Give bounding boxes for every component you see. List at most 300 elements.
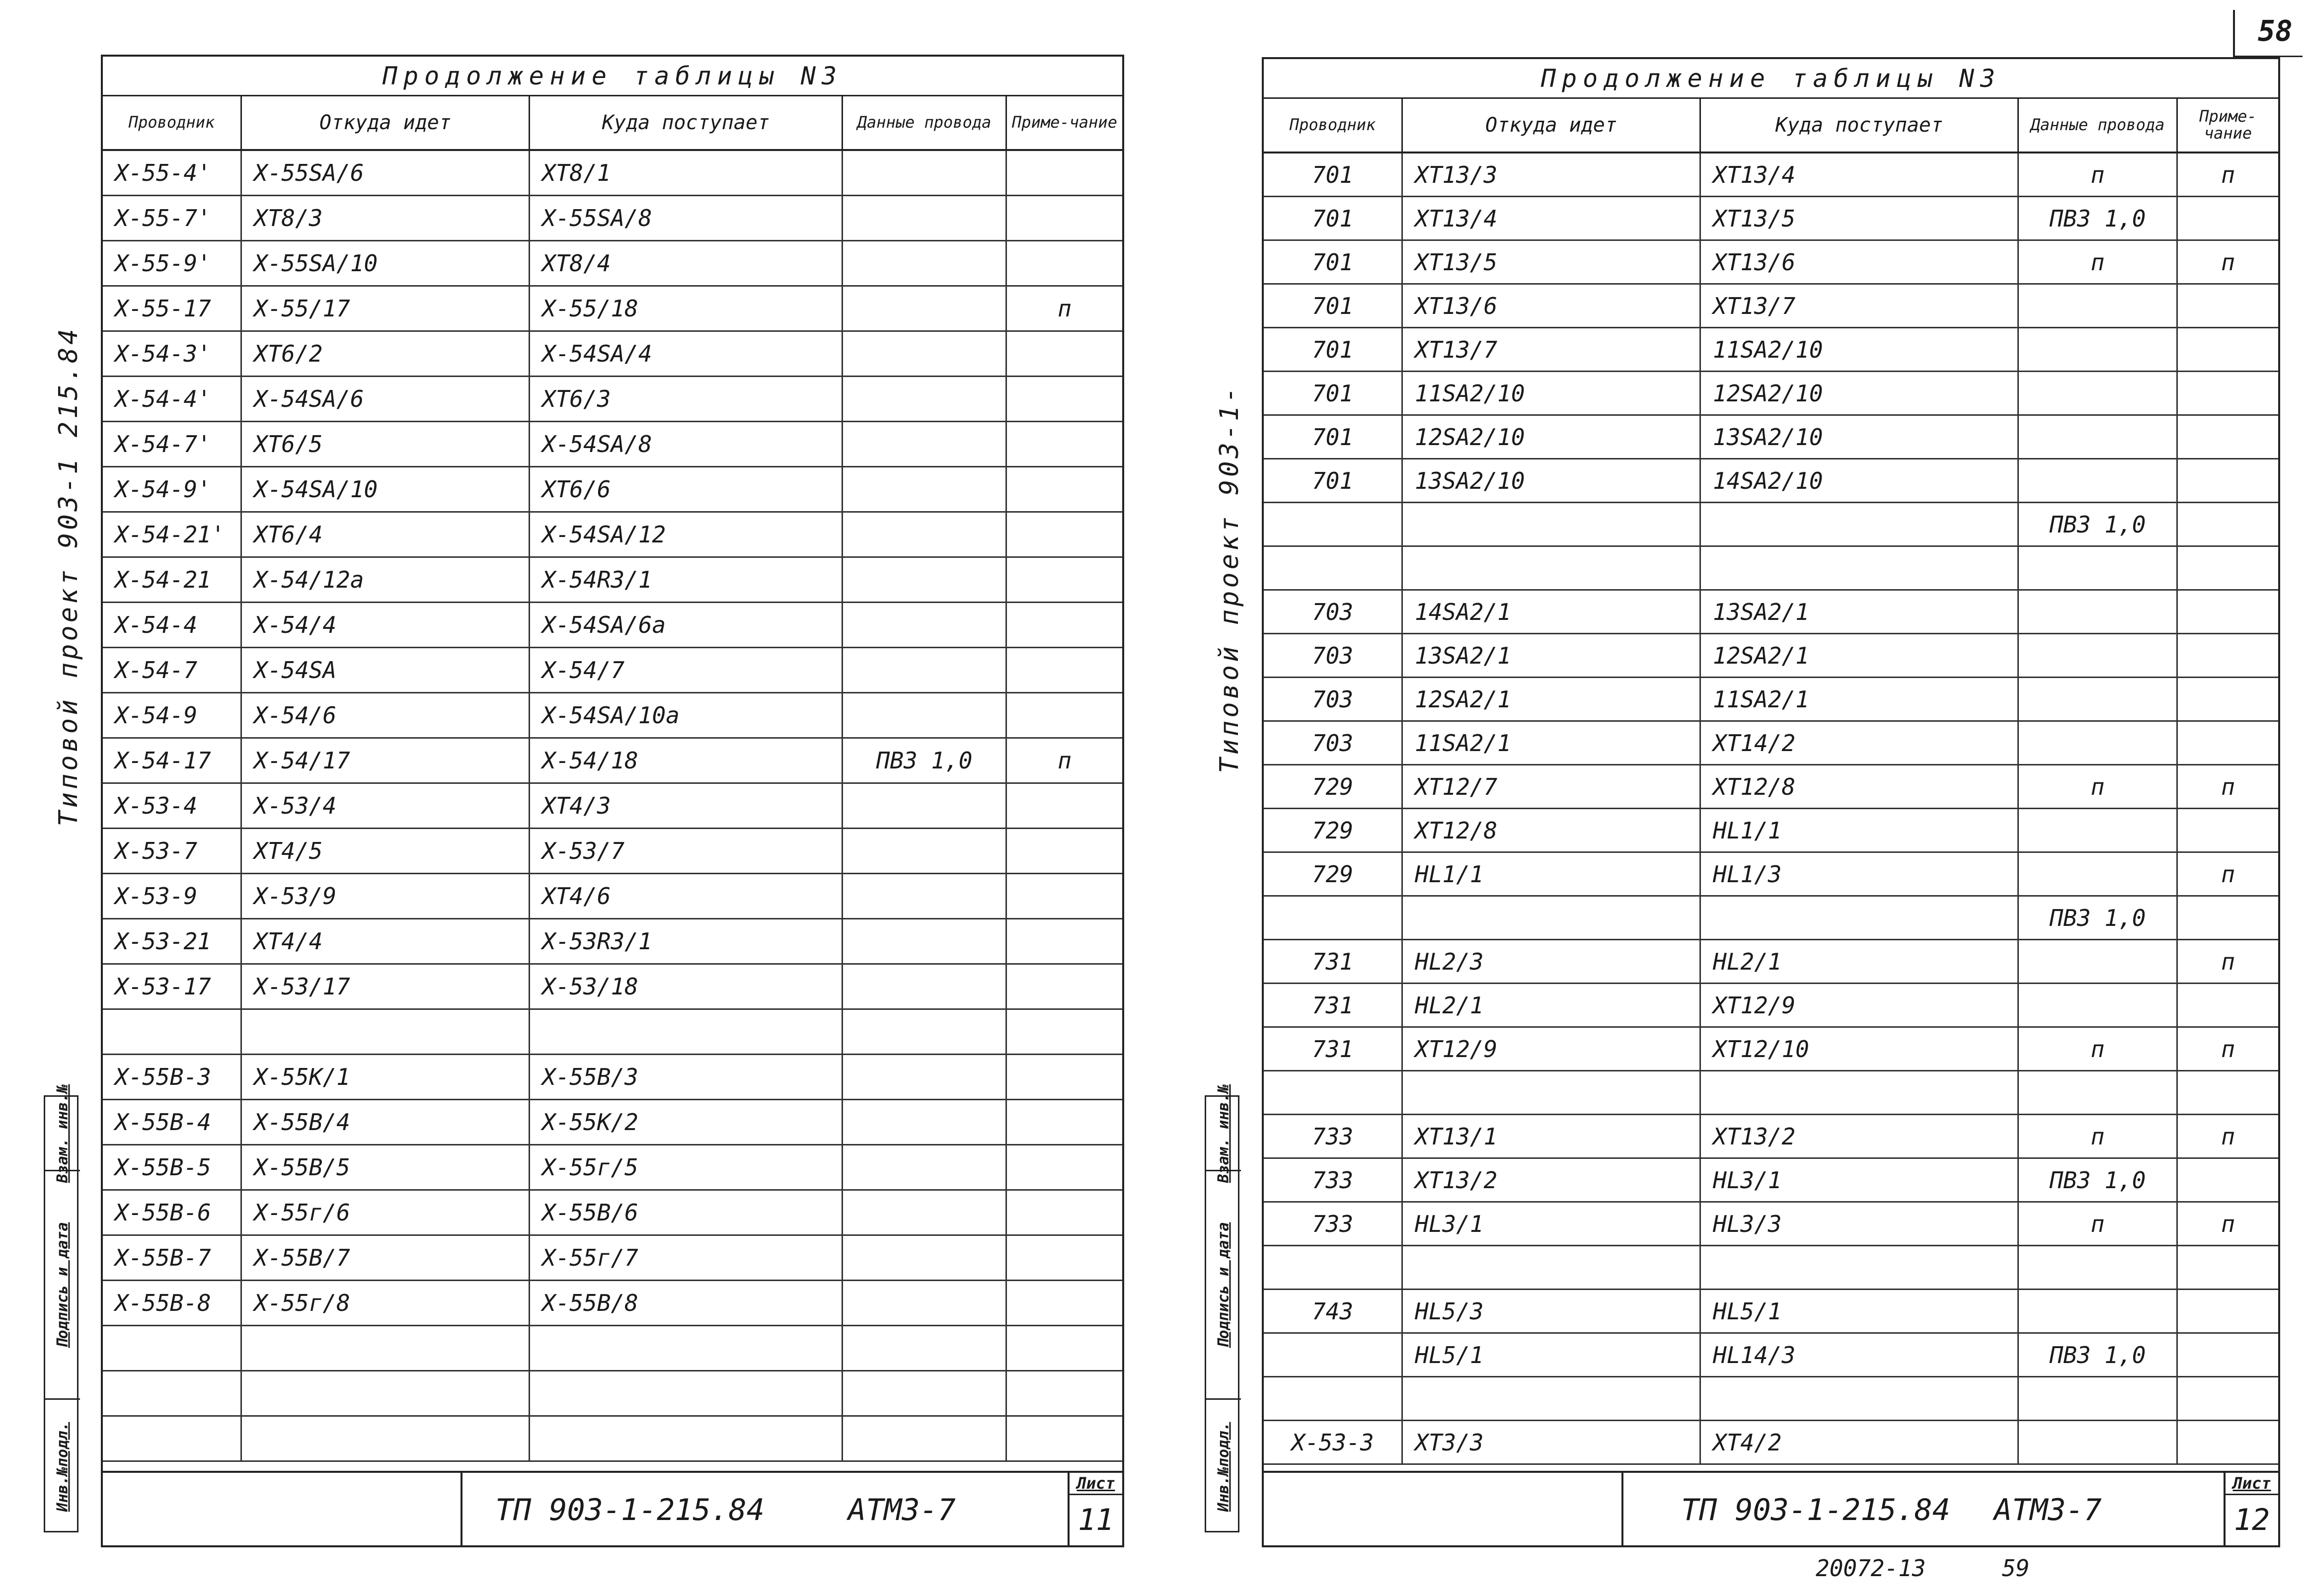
table-row xyxy=(1264,1159,2278,1203)
from-cell: X-53/4 xyxy=(242,784,530,828)
table-row xyxy=(1264,1421,2278,1465)
to-cell xyxy=(1701,503,2019,545)
from-cell: X-53/9 xyxy=(242,874,530,918)
wire-data-cell xyxy=(843,1326,1007,1370)
to-cell: XT6/6 xyxy=(530,467,843,511)
table-row xyxy=(1264,503,2278,547)
note-cell xyxy=(1007,648,1122,692)
table-row xyxy=(1264,722,2278,765)
note-cell xyxy=(2178,197,2278,239)
from-cell: XT6/5 xyxy=(242,422,530,466)
note-cell xyxy=(1007,965,1122,1008)
conductor-cell: 731 xyxy=(1264,984,1403,1026)
to-cell xyxy=(1701,1246,2019,1289)
wire-data-cell xyxy=(843,1100,1007,1144)
wire-data-cell: п xyxy=(2019,241,2178,283)
wire-data-cell xyxy=(843,467,1007,511)
to-cell: HL5/1 xyxy=(1701,1290,2019,1332)
note-cell xyxy=(2178,459,2278,502)
note-cell: п xyxy=(2221,1210,2235,1237)
note-cell xyxy=(2178,328,2278,371)
to-cell: X-55SA/8 xyxy=(530,196,843,240)
conductor-cell: X-55В-5 xyxy=(103,1145,242,1189)
note-cell xyxy=(2178,591,2278,633)
stamp-podpis xyxy=(45,1171,80,1400)
to-cell: XT8/1 xyxy=(530,151,843,195)
stamp-inv-text: Инв.№подл. xyxy=(1215,1422,1232,1512)
note-cell xyxy=(2178,503,2278,545)
from-cell: XT4/5 xyxy=(242,829,530,873)
conductor-cell: X-54-9' xyxy=(103,467,242,511)
wire-data-cell: ПВЗ 1,0 xyxy=(843,739,1007,782)
table-row xyxy=(1264,1377,2278,1421)
from-cell: 13SA2/10 xyxy=(1403,459,1701,502)
to-cell: X-54SA/6а xyxy=(530,603,843,647)
table-row xyxy=(103,919,1122,965)
table-row xyxy=(1264,197,2278,241)
to-cell: X-55К/2 xyxy=(530,1100,843,1144)
table-row xyxy=(1264,459,2278,503)
conductor-cell: 701 xyxy=(1264,241,1403,283)
from-cell: HL3/1 xyxy=(1403,1203,1701,1245)
table-row xyxy=(103,693,1122,739)
conductor-cell: X-54-4 xyxy=(103,603,242,647)
from-cell: X-55/17 xyxy=(242,287,530,330)
to-cell: XT6/3 xyxy=(530,377,843,421)
sheet-label: Лист xyxy=(2226,1474,2278,1495)
from-cell: X-55SA/10 xyxy=(242,241,530,285)
to-cell: X-54/7 xyxy=(530,648,843,692)
table-title: Продолжение таблицы N3 xyxy=(1264,59,2278,99)
stamp-podpis-text: Подпись и дата xyxy=(1215,1222,1232,1348)
note-cell xyxy=(2178,1071,2278,1114)
side-label xyxy=(39,65,98,1088)
note-cell xyxy=(1007,1010,1122,1054)
note-cell xyxy=(1007,693,1122,737)
from-cell: XT13/2 xyxy=(1403,1159,1701,1201)
stamp-inv xyxy=(45,1400,80,1534)
to-cell: XT14/2 xyxy=(1701,722,2019,764)
to-cell xyxy=(1701,1071,2019,1114)
from-cell: XT13/3 xyxy=(1403,153,1701,196)
note-cell xyxy=(1007,919,1122,963)
wire-data-cell xyxy=(843,874,1007,918)
wire-data-cell xyxy=(2019,853,2178,895)
wire-data-cell xyxy=(843,829,1007,873)
table-row xyxy=(103,965,1122,1010)
to-cell: XT12/8 xyxy=(1701,765,2019,808)
to-cell: X-53/18 xyxy=(530,965,843,1008)
note-cell: п xyxy=(2221,860,2235,888)
from-cell: X-54/4 xyxy=(242,603,530,647)
to-cell: X-54R3/1 xyxy=(530,558,843,602)
conductor-cell: 729 xyxy=(1264,853,1403,895)
conductor-cell: X-54-17 xyxy=(103,739,242,782)
table-row xyxy=(103,241,1122,287)
side-label-text: Типовой проект 903-1 215.84 xyxy=(54,326,83,827)
sheet-label: Лист xyxy=(1070,1474,1122,1495)
from-cell xyxy=(1403,897,1701,939)
table-row xyxy=(103,648,1122,693)
to-cell: HL3/1 xyxy=(1701,1159,2019,1201)
to-cell: XT13/6 xyxy=(1701,241,2019,283)
col-header: Приме-чание xyxy=(2199,107,2257,143)
note-cell xyxy=(1007,558,1122,602)
from-cell: XT13/1 xyxy=(1403,1115,1701,1157)
conductor-cell: 731 xyxy=(1264,1028,1403,1070)
to-cell: X-55В/3 xyxy=(530,1055,843,1099)
conductor-cell: 733 xyxy=(1264,1115,1403,1157)
from-cell: X-53/17 xyxy=(242,965,530,1008)
conductor-cell: X-55В-4 xyxy=(103,1100,242,1144)
to-cell xyxy=(530,1326,843,1370)
table-row xyxy=(1264,634,2278,678)
from-cell: 12SA2/10 xyxy=(1403,416,1701,458)
table-row xyxy=(103,874,1122,919)
from-cell: XT13/6 xyxy=(1403,285,1701,327)
note-cell xyxy=(2178,1159,2278,1201)
to-cell: X-55г/7 xyxy=(530,1236,843,1280)
table-row xyxy=(1264,809,2278,853)
table-row xyxy=(103,603,1122,648)
col-header: Куда поступает xyxy=(1701,99,2019,152)
from-cell xyxy=(242,1371,530,1415)
sheet-number: 12 xyxy=(2233,1503,2270,1537)
conductor-cell xyxy=(1264,897,1403,939)
table-row xyxy=(1264,1334,2278,1377)
to-cell: X-55В/8 xyxy=(530,1281,843,1325)
column-headers xyxy=(1264,99,2278,153)
table-row xyxy=(103,1055,1122,1100)
table-row xyxy=(103,829,1122,874)
note-cell xyxy=(1007,467,1122,511)
side-stamp xyxy=(1205,1084,1239,1532)
note-cell xyxy=(2178,984,2278,1026)
side-label-text: Типовой проект 903-1- xyxy=(1215,384,1244,773)
sheet-box xyxy=(1068,1473,1122,1545)
from-cell: X-55В/7 xyxy=(242,1236,530,1280)
from-cell: XT3/3 xyxy=(1403,1421,1701,1463)
from-cell: X-55В/4 xyxy=(242,1100,530,1144)
to-cell: X-55В/6 xyxy=(530,1191,843,1234)
from-cell xyxy=(1403,1377,1701,1420)
conductor-cell: X-53-17 xyxy=(103,965,242,1008)
stamp-vzam-text: Взам. инв.№ xyxy=(54,1084,72,1183)
table-row xyxy=(1264,765,2278,809)
to-cell: XT4/2 xyxy=(1701,1421,2019,1463)
sheet-left xyxy=(29,55,1124,1547)
conductor-cell: X-54-9 xyxy=(103,693,242,737)
conductor-cell xyxy=(1264,1377,1403,1420)
conductor-cell: X-53-4 xyxy=(103,784,242,828)
conductor-cell: X-53-9 xyxy=(103,874,242,918)
from-cell xyxy=(1403,503,1701,545)
from-cell: XT4/4 xyxy=(242,919,530,963)
wire-data-cell xyxy=(2019,1246,2178,1289)
wire-data-cell xyxy=(843,648,1007,692)
note-cell xyxy=(2178,678,2278,720)
from-cell: 12SA2/1 xyxy=(1403,678,1701,720)
conductor-cell: X-54-21 xyxy=(103,558,242,602)
stamp-vzam-text: Взам. инв.№ xyxy=(1215,1084,1232,1183)
wire-data-cell: п xyxy=(2019,1115,2178,1157)
from-cell: X-54SA/10 xyxy=(242,467,530,511)
note-cell xyxy=(1007,513,1122,556)
conductor-cell: X-55-9' xyxy=(103,241,242,285)
note-cell xyxy=(2178,547,2278,589)
note-cell: п xyxy=(2221,1035,2235,1063)
conductor-cell: 701 xyxy=(1264,328,1403,371)
conductor-cell: X-53-7 xyxy=(103,829,242,873)
from-cell: 11SA2/10 xyxy=(1403,372,1701,414)
from-cell: XT13/4 xyxy=(1403,197,1701,239)
from-cell: XT13/7 xyxy=(1403,328,1701,371)
page-number-rule xyxy=(2233,10,2235,57)
from-cell: XT12/8 xyxy=(1403,809,1701,851)
col-header: Приме-чание xyxy=(1012,113,1117,132)
conductor-cell xyxy=(1264,1071,1403,1114)
wire-data-cell xyxy=(843,1010,1007,1054)
from-cell xyxy=(1403,547,1701,589)
to-cell xyxy=(1701,897,2019,939)
note-cell xyxy=(2178,1377,2278,1420)
table-row xyxy=(103,332,1122,377)
wire-data-cell xyxy=(2019,1290,2178,1332)
wire-data-cell xyxy=(2019,285,2178,327)
table-row xyxy=(103,1371,1122,1417)
table-row xyxy=(103,1417,1122,1462)
note-cell xyxy=(2178,897,2278,939)
table-row xyxy=(1264,853,2278,897)
conductor-cell: 701 xyxy=(1264,459,1403,502)
stamp-inv-text: Инв.№подл. xyxy=(54,1422,72,1512)
to-cell: X-55/18 xyxy=(530,287,843,330)
conductor-cell: X-55-17 xyxy=(103,287,242,330)
from-cell: X-54SA xyxy=(242,648,530,692)
wire-data-cell xyxy=(843,1191,1007,1234)
conductor-cell: X-53-21 xyxy=(103,919,242,963)
table-row xyxy=(1264,591,2278,634)
wire-data-cell: п xyxy=(2019,1028,2178,1070)
note-cell xyxy=(1007,603,1122,647)
to-cell: X-53R3/1 xyxy=(530,919,843,963)
table-row xyxy=(1264,547,2278,591)
to-cell: X-53/7 xyxy=(530,829,843,873)
conductor-cell xyxy=(1264,1246,1403,1289)
wire-data-cell: ПВЗ 1,0 xyxy=(2019,1334,2178,1376)
note-cell xyxy=(1007,1326,1122,1370)
note-cell xyxy=(2178,1334,2278,1376)
conductor-cell: X-55В-8 xyxy=(103,1281,242,1325)
from-cell: HL5/1 xyxy=(1403,1334,1701,1376)
conductor-cell: 743 xyxy=(1264,1290,1403,1332)
wire-data-cell xyxy=(843,1145,1007,1189)
to-cell: X-54SA/12 xyxy=(530,513,843,556)
to-cell: 14SA2/10 xyxy=(1701,459,2019,502)
wire-data-cell xyxy=(843,1055,1007,1099)
wire-data-cell xyxy=(843,422,1007,466)
from-cell: HL5/3 xyxy=(1403,1290,1701,1332)
to-cell: 12SA2/10 xyxy=(1701,372,2019,414)
col-header: Данные провода xyxy=(2019,99,2178,152)
table-row xyxy=(1264,1203,2278,1246)
note-cell xyxy=(1007,784,1122,828)
to-cell: 13SA2/10 xyxy=(1701,416,2019,458)
wire-data-cell xyxy=(843,784,1007,828)
note-cell xyxy=(1007,332,1122,376)
to-cell: HL2/1 xyxy=(1701,940,2019,983)
table-row xyxy=(1264,897,2278,940)
from-cell: 13SA2/1 xyxy=(1403,634,1701,677)
conductor-cell: 701 xyxy=(1264,372,1403,414)
to-cell xyxy=(1701,547,2019,589)
table-row xyxy=(1264,328,2278,372)
wire-data-cell: ПВЗ 1,0 xyxy=(2019,1159,2178,1201)
note-cell xyxy=(2178,1246,2278,1289)
to-cell: HL3/3 xyxy=(1701,1203,2019,1245)
to-cell: XT13/4 xyxy=(1701,153,2019,196)
note-cell xyxy=(1007,1191,1122,1234)
stamp-vzam xyxy=(45,1084,80,1183)
table-row xyxy=(103,377,1122,422)
table-row xyxy=(1264,984,2278,1028)
from-cell: XT13/5 xyxy=(1403,241,1701,283)
wire-data-cell xyxy=(2019,634,2178,677)
note-cell xyxy=(2178,634,2278,677)
wire-data-cell xyxy=(843,287,1007,330)
wire-data-cell xyxy=(843,332,1007,376)
conductor-cell: X-55В-3 xyxy=(103,1055,242,1099)
wire-data-cell xyxy=(2019,809,2178,851)
table-row xyxy=(103,1100,1122,1145)
table-row xyxy=(103,422,1122,467)
from-cell: X-54/12а xyxy=(242,558,530,602)
to-cell: X-54/18 xyxy=(530,739,843,782)
to-cell: X-54SA/10а xyxy=(530,693,843,737)
note-cell xyxy=(1007,1281,1122,1325)
to-cell: HL1/3 xyxy=(1701,853,2019,895)
wire-data-cell xyxy=(843,151,1007,195)
table-row xyxy=(103,513,1122,558)
wire-data-cell xyxy=(2019,1377,2178,1420)
note-cell xyxy=(1007,874,1122,918)
wire-data-cell xyxy=(2019,940,2178,983)
wire-data-cell xyxy=(2019,328,2178,371)
conductor-cell: 703 xyxy=(1264,591,1403,633)
note-cell xyxy=(2178,1421,2278,1463)
conductor-cell xyxy=(103,1326,242,1370)
from-cell xyxy=(242,1417,530,1460)
table-row xyxy=(1264,940,2278,984)
to-cell: HL1/1 xyxy=(1701,809,2019,851)
side-label xyxy=(1200,67,1259,1090)
to-cell: X-54SA/4 xyxy=(530,332,843,376)
col-header: Откуда идет xyxy=(1403,99,1701,152)
col-header: Проводник xyxy=(1264,99,1403,152)
table-row xyxy=(103,151,1122,196)
note-cell: п xyxy=(2221,948,2235,975)
wire-data-cell xyxy=(843,603,1007,647)
to-cell: XT12/9 xyxy=(1701,984,2019,1026)
from-cell xyxy=(242,1010,530,1054)
wire-data-cell xyxy=(2019,416,2178,458)
col-header: Проводник xyxy=(103,96,242,149)
conductor-cell: X-54-4' xyxy=(103,377,242,421)
conductor-cell: X-54-3' xyxy=(103,332,242,376)
col-header: Куда поступает xyxy=(530,96,843,149)
from-cell: X-54SA/6 xyxy=(242,377,530,421)
from-cell: X-55г/8 xyxy=(242,1281,530,1325)
from-cell: XT8/3 xyxy=(242,196,530,240)
from-cell: XT12/9 xyxy=(1403,1028,1701,1070)
wire-data-cell: п xyxy=(2019,153,2178,196)
to-cell: 11SA2/10 xyxy=(1701,328,2019,371)
to-cell: XT13/7 xyxy=(1701,285,2019,327)
wire-data-cell xyxy=(843,965,1007,1008)
from-cell xyxy=(1403,1071,1701,1114)
to-cell: XT13/2 xyxy=(1701,1115,2019,1157)
table-frame xyxy=(101,55,1124,1547)
note-cell xyxy=(1007,1055,1122,1099)
title-block xyxy=(103,1471,1122,1545)
wire-data-cell xyxy=(843,1417,1007,1460)
note-cell: п xyxy=(2221,1123,2235,1150)
conductor-cell xyxy=(103,1417,242,1460)
page-number: 58 xyxy=(2258,14,2293,48)
to-cell xyxy=(530,1371,843,1415)
table-row xyxy=(103,1191,1122,1236)
conductor-cell: 701 xyxy=(1264,416,1403,458)
note-cell xyxy=(1007,241,1122,285)
table-row xyxy=(1264,153,2278,197)
from-cell xyxy=(1403,1246,1701,1289)
title-block-mark: АТМ3-7 xyxy=(848,1493,956,1527)
conductor-cell xyxy=(1264,547,1403,589)
conductor-cell: 731 xyxy=(1264,940,1403,983)
from-cell: X-54/6 xyxy=(242,693,530,737)
conductor-cell xyxy=(103,1371,242,1415)
sheet-number: 11 xyxy=(1077,1503,1114,1537)
conductor-cell: 703 xyxy=(1264,722,1403,764)
from-cell: XT12/7 xyxy=(1403,765,1701,808)
conductor-cell: X-55-7' xyxy=(103,196,242,240)
note-cell: п xyxy=(1058,747,1072,774)
wire-data-cell xyxy=(843,1236,1007,1280)
wire-data-cell xyxy=(843,196,1007,240)
wire-data-cell xyxy=(843,693,1007,737)
wire-data-cell xyxy=(2019,678,2178,720)
from-cell: 14SA2/1 xyxy=(1403,591,1701,633)
wire-data-cell xyxy=(843,241,1007,285)
conductor-cell xyxy=(1264,1334,1403,1376)
table-row xyxy=(103,1010,1122,1055)
from-cell xyxy=(242,1326,530,1370)
from-cell: X-55К/1 xyxy=(242,1055,530,1099)
wire-data-cell: ПВЗ 1,0 xyxy=(2019,503,2178,545)
table-row xyxy=(1264,1246,2278,1290)
note-cell: п xyxy=(2221,248,2235,276)
wire-data-cell: п xyxy=(2019,765,2178,808)
from-cell: X-55г/6 xyxy=(242,1191,530,1234)
table-row xyxy=(103,1326,1122,1371)
conductor-cell: X-55В-6 xyxy=(103,1191,242,1234)
to-cell: 13SA2/1 xyxy=(1701,591,2019,633)
col-header: Данные провода xyxy=(843,96,1007,149)
stamp-inv xyxy=(1206,1400,1241,1534)
wire-data-cell xyxy=(843,919,1007,963)
from-cell: XT6/4 xyxy=(242,513,530,556)
to-cell: HL14/3 xyxy=(1701,1334,2019,1376)
